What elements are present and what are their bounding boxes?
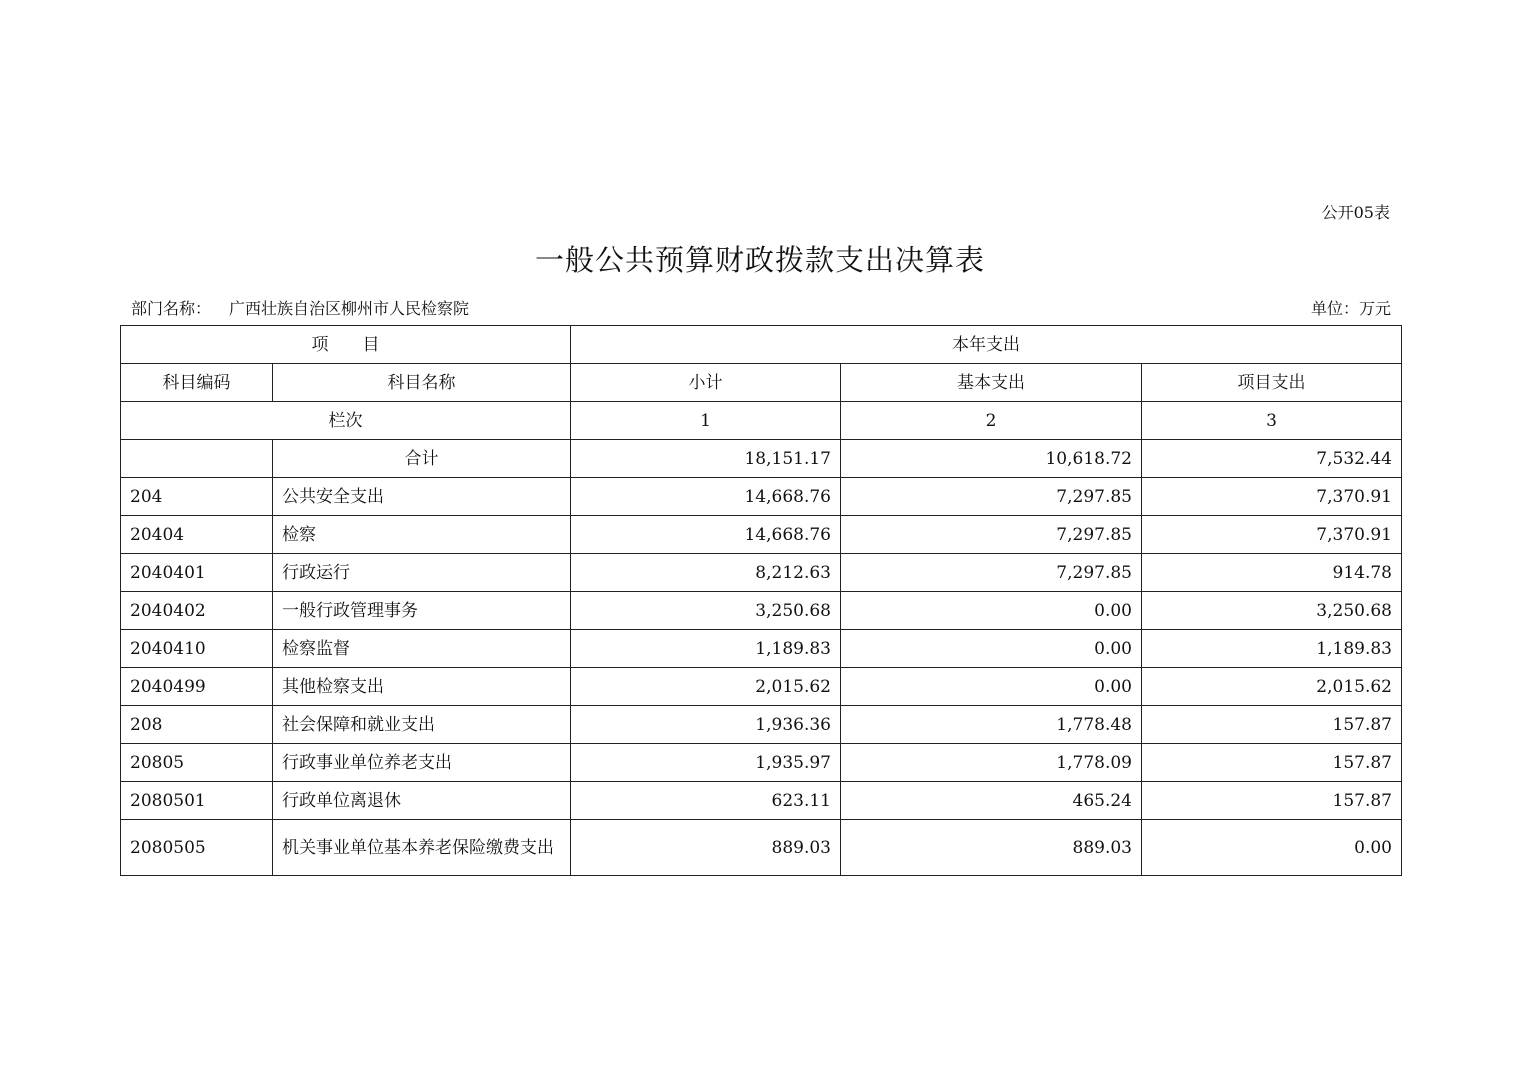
row-name: 行政事业单位养老支出 <box>273 744 571 782</box>
form-number: 公开05表 <box>1321 203 1390 222</box>
row-subtotal: 3,250.68 <box>571 592 841 630</box>
row-project: 1,189.83 <box>1142 630 1402 668</box>
row-subtotal: 623.11 <box>571 782 841 820</box>
header-code: 科目编码 <box>121 364 273 402</box>
row-name: 检察 <box>273 516 571 554</box>
header-name: 科目名称 <box>273 364 571 402</box>
row-basic: 0.00 <box>841 630 1142 668</box>
total-row <box>121 440 1402 478</box>
expenditure-table <box>120 325 1402 876</box>
index-3: 3 <box>1142 402 1402 440</box>
row-code: 2040402 <box>121 592 273 630</box>
header-subtotal: 小计 <box>571 364 841 402</box>
row-subtotal: 8,212.63 <box>571 554 841 592</box>
row-project: 0.00 <box>1142 820 1402 876</box>
header-expense-group: 本年支出 <box>571 326 1402 364</box>
row-name: 行政单位离退休 <box>273 782 571 820</box>
department-label: 部门名称： <box>131 299 212 318</box>
row-project: 914.78 <box>1142 554 1402 592</box>
row-basic: 7,297.85 <box>841 478 1142 516</box>
row-subtotal: 14,668.76 <box>571 478 841 516</box>
table-row <box>121 744 1402 782</box>
total-basic: 10,618.72 <box>841 440 1142 478</box>
row-basic: 465.24 <box>841 782 1142 820</box>
table-body <box>121 326 1402 876</box>
total-label: 合计 <box>273 440 571 478</box>
row-code: 208 <box>121 706 273 744</box>
row-code: 204 <box>121 478 273 516</box>
row-name: 行政运行 <box>273 554 571 592</box>
department-name: 广西壮族自治区柳州市人民检察院 <box>229 299 470 318</box>
row-name: 社会保障和就业支出 <box>273 706 571 744</box>
row-code: 2040499 <box>121 668 273 706</box>
department-info <box>131 296 469 319</box>
row-code: 2080501 <box>121 782 273 820</box>
index-2: 2 <box>841 402 1142 440</box>
row-project: 157.87 <box>1142 706 1402 744</box>
row-code: 2040401 <box>121 554 273 592</box>
row-code: 2040410 <box>121 630 273 668</box>
table-row <box>121 516 1402 554</box>
row-subtotal: 1,936.36 <box>571 706 841 744</box>
row-subtotal: 1,935.97 <box>571 744 841 782</box>
row-subtotal: 889.03 <box>571 820 841 876</box>
index-1: 1 <box>571 402 841 440</box>
row-code: 2080505 <box>121 820 273 876</box>
row-basic: 0.00 <box>841 668 1142 706</box>
header-item-group: 项 目 <box>121 326 571 364</box>
index-label: 栏次 <box>121 402 571 440</box>
total-subtotal: 18,151.17 <box>571 440 841 478</box>
row-project: 2,015.62 <box>1142 668 1402 706</box>
row-name: 一般行政管理事务 <box>273 592 571 630</box>
header-project: 项目支出 <box>1142 364 1402 402</box>
row-basic: 7,297.85 <box>841 554 1142 592</box>
row-name: 公共安全支出 <box>273 478 571 516</box>
row-subtotal: 2,015.62 <box>571 668 841 706</box>
table-row <box>121 820 1402 876</box>
table-row <box>121 782 1402 820</box>
row-project: 7,370.91 <box>1142 478 1402 516</box>
header-column-row <box>121 364 1402 402</box>
table-row <box>121 554 1402 592</box>
page-title: 一般公共预算财政拨款支出决算表 <box>534 243 985 277</box>
index-row <box>121 402 1402 440</box>
table-row <box>121 478 1402 516</box>
row-basic: 1,778.09 <box>841 744 1142 782</box>
row-name: 机关事业单位基本养老保险缴费支出 <box>273 820 571 876</box>
row-subtotal: 1,189.83 <box>571 630 841 668</box>
row-project: 7,370.91 <box>1142 516 1402 554</box>
table-row <box>121 668 1402 706</box>
table-row <box>121 630 1402 668</box>
row-project: 157.87 <box>1142 744 1402 782</box>
unit-label: 单位：万元 <box>1310 299 1391 318</box>
total-project: 7,532.44 <box>1142 440 1402 478</box>
table-row <box>121 706 1402 744</box>
row-project: 3,250.68 <box>1142 592 1402 630</box>
row-subtotal: 14,668.76 <box>571 516 841 554</box>
row-code: 20404 <box>121 516 273 554</box>
row-name: 其他检察支出 <box>273 668 571 706</box>
row-code: 20805 <box>121 744 273 782</box>
row-basic: 889.03 <box>841 820 1142 876</box>
header-basic: 基本支出 <box>841 364 1142 402</box>
row-basic: 7,297.85 <box>841 516 1142 554</box>
row-basic: 1,778.48 <box>841 706 1142 744</box>
row-basic: 0.00 <box>841 592 1142 630</box>
row-project: 157.87 <box>1142 782 1402 820</box>
table-row <box>121 592 1402 630</box>
header-group-row <box>121 326 1402 364</box>
row-name: 检察监督 <box>273 630 571 668</box>
total-code-cell <box>121 440 273 478</box>
